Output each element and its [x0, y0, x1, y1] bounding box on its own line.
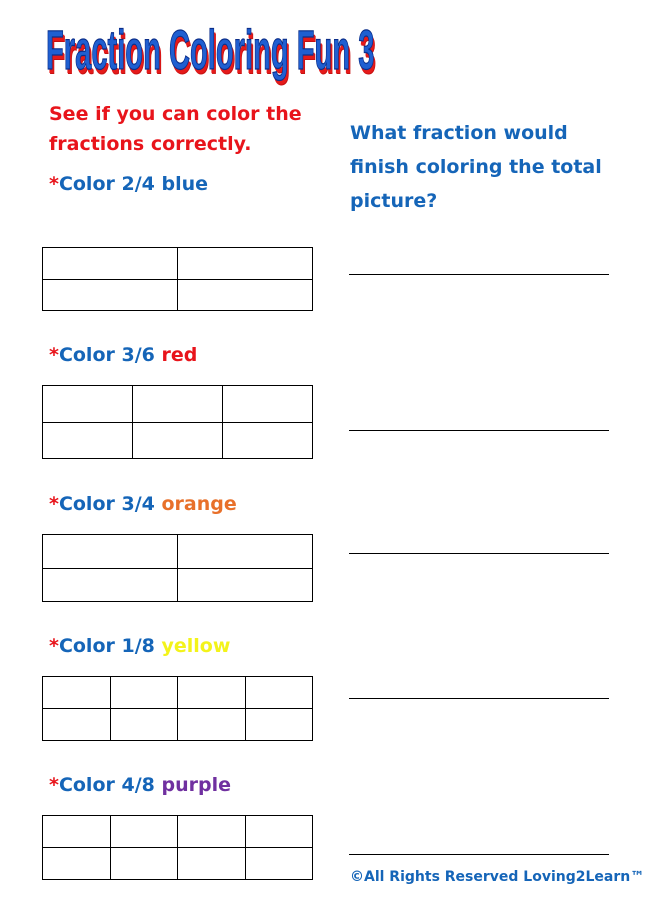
grid-cell[interactable] [178, 709, 246, 741]
task-label-2 [49, 342, 197, 368]
answer-line-3[interactable] [349, 553, 609, 554]
task-label-5 [49, 772, 231, 798]
grid-cell[interactable] [43, 816, 111, 848]
fraction-grid-2[interactable] [42, 385, 313, 459]
grid-cell[interactable] [178, 248, 313, 280]
grid-cell[interactable] [178, 279, 313, 311]
grid-cell[interactable] [110, 848, 178, 880]
answer-line-1[interactable] [349, 274, 609, 275]
grid-cell[interactable] [245, 848, 313, 880]
grid-cell[interactable] [43, 248, 178, 280]
task-label-1 [49, 171, 208, 197]
grid-cell[interactable] [178, 535, 313, 569]
task-star: * [49, 635, 59, 657]
grid-cell[interactable] [245, 709, 313, 741]
task-star: * [49, 493, 59, 515]
answer-line-2[interactable] [349, 430, 609, 431]
task-label-3 [49, 491, 237, 517]
task-text: Color 3/4 [58, 493, 162, 515]
grid-cell[interactable] [223, 386, 313, 423]
grid-cell[interactable] [43, 709, 111, 741]
intro-text: See if you can color the fractions correctly. [49, 103, 302, 155]
color-word-red: red [161, 344, 198, 366]
grid-cell[interactable] [110, 709, 178, 741]
task-label-4 [49, 633, 230, 659]
grid-cell[interactable] [245, 677, 313, 709]
grid-cell[interactable] [43, 535, 178, 569]
color-word-yellow: yellow [161, 635, 231, 657]
grid-cell[interactable] [43, 422, 133, 459]
grid-cell[interactable] [43, 279, 178, 311]
task-text: Color 2/4 [58, 173, 162, 195]
task-star: * [49, 774, 59, 796]
grid-cell[interactable] [178, 848, 246, 880]
fraction-grid-1[interactable] [42, 247, 313, 311]
grid-cell[interactable] [223, 422, 313, 459]
grid-cell[interactable] [133, 422, 223, 459]
worksheet-title: Fraction Coloring Fun 3 [46, 18, 375, 81]
task-text: Color 3/6 [58, 344, 162, 366]
question-text: What fraction would finish coloring the total picture? [350, 122, 602, 212]
task-text: Color 1/8 [58, 635, 162, 657]
grid-cell[interactable] [43, 848, 111, 880]
grid-cell[interactable] [245, 816, 313, 848]
grid-cell[interactable] [43, 386, 133, 423]
fraction-grid-4[interactable] [42, 676, 313, 741]
grid-cell[interactable] [133, 386, 223, 423]
task-star: * [49, 173, 59, 195]
grid-cell[interactable] [110, 816, 178, 848]
grid-cell[interactable] [110, 677, 178, 709]
grid-cell[interactable] [178, 568, 313, 602]
fraction-grid-5[interactable] [42, 815, 313, 880]
task-star: * [49, 344, 59, 366]
copyright-notice: ©All Rights Reserved Loving2Learn™ [350, 869, 645, 885]
color-word-blue: blue [161, 173, 209, 195]
color-word-orange: orange [161, 493, 237, 515]
fraction-grid-3[interactable] [42, 534, 313, 602]
answer-line-4[interactable] [349, 698, 609, 699]
grid-cell[interactable] [43, 568, 178, 602]
grid-cell[interactable] [43, 677, 111, 709]
answer-line-5[interactable] [349, 854, 609, 855]
task-text: Color 4/8 [58, 774, 162, 796]
color-word-purple: purple [161, 774, 231, 796]
grid-cell[interactable] [178, 677, 246, 709]
grid-cell[interactable] [178, 816, 246, 848]
